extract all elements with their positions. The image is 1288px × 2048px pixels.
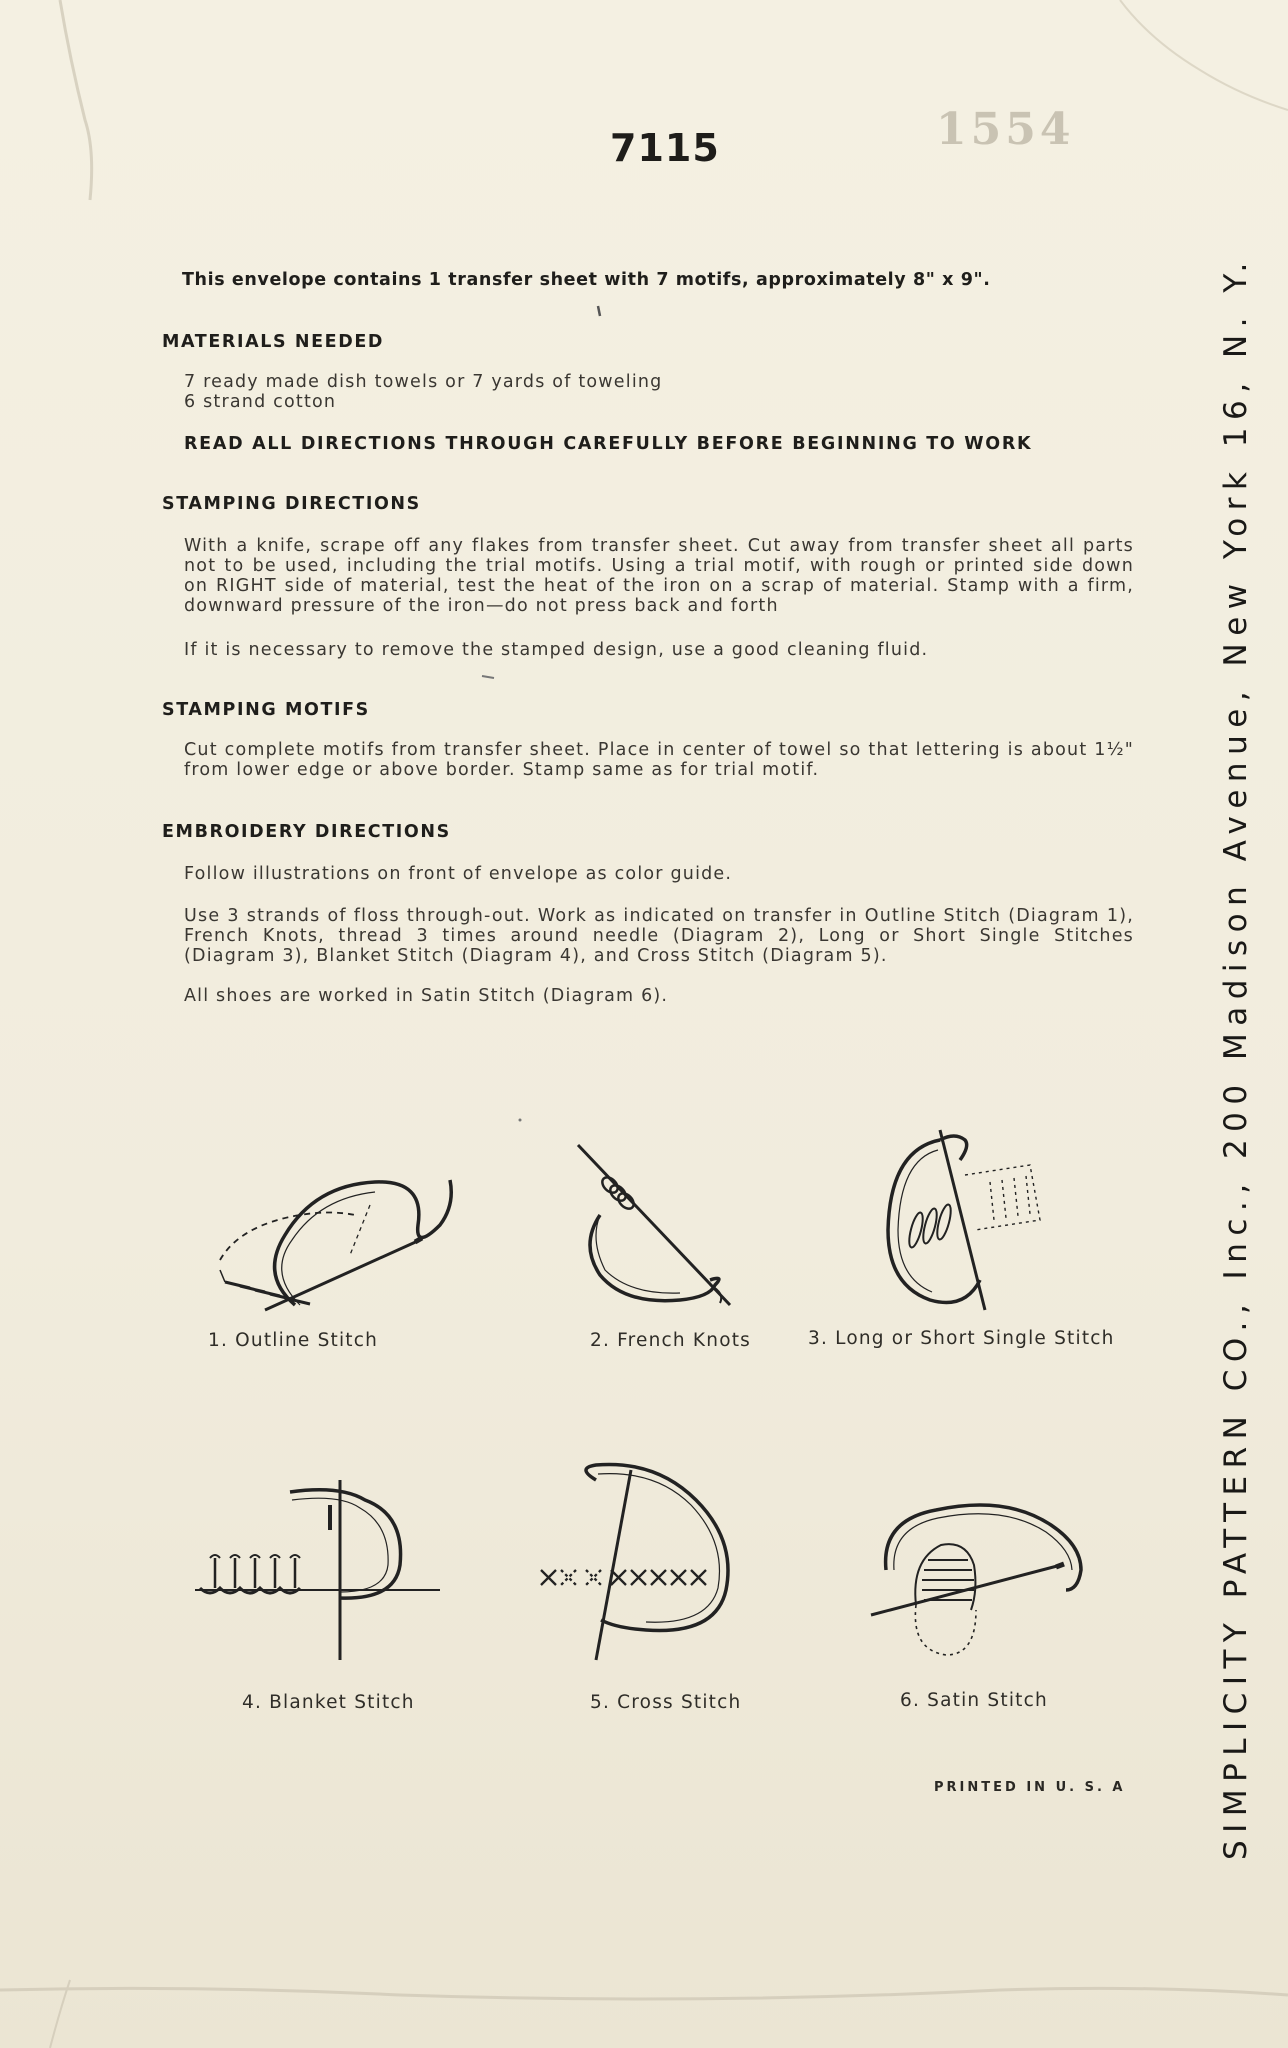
embroidery-directions-paragraph: Use 3 strands of floss through-out. Work as indicated on transfer in Outline Stitch (Diagram 1), French Knots, thread 3 times around needle (Diagram 2), Long or Short Single Stitches (Diagram 3), Blanket Stitch (Diagram 4), and Cross Stitch (Diagram 5).	[184, 906, 1134, 966]
diagram-caption	[590, 1330, 751, 1351]
read-all-directions-note: READ ALL DIRECTIONS THROUGH CAREFULLY BEFORE BEGINNING TO WORK	[184, 434, 1033, 454]
materials-list	[184, 372, 1134, 412]
diagram-caption	[208, 1330, 378, 1351]
diagram-label: Long or Short Single Stitch	[835, 1328, 1115, 1349]
embroidery-directions-heading: EMBROIDERY DIRECTIONS	[162, 822, 451, 842]
printed-in-usa-note: PRINTED IN U. S. A	[934, 1780, 1126, 1795]
diagram-caption	[590, 1692, 741, 1713]
diagram-number: 6.	[900, 1690, 921, 1711]
outline-stitch-icon	[210, 1170, 470, 1320]
diagram-number: 4.	[242, 1692, 263, 1713]
diagram-caption	[808, 1328, 1115, 1349]
diagram-caption	[242, 1692, 415, 1713]
diagram-number: 3.	[808, 1328, 829, 1349]
diagram-label: Cross Stitch	[617, 1692, 742, 1713]
faded-stamp-number: 1554	[936, 104, 1075, 155]
diagram-number: 2.	[590, 1330, 611, 1351]
diagram-number: 5.	[590, 1692, 611, 1713]
pattern-number: 7115	[610, 126, 720, 170]
diagram-label: Satin Stitch	[927, 1690, 1048, 1711]
stamping-motifs-paragraph: Cut complete motifs from transfer sheet. Place in center of towel so that lettering is about 1½" from lower edge or above border. Stamp same as for trial motif.	[184, 740, 1134, 780]
diagram-label: Blanket Stitch	[269, 1692, 415, 1713]
embroidery-directions-paragraph: Follow illustrations on front of envelope as color guide.	[184, 864, 733, 884]
french-knots-icon	[560, 1135, 750, 1315]
diagram-label: French Knots	[617, 1330, 752, 1351]
blanket-stitch-icon	[190, 1470, 450, 1670]
embroidery-directions-paragraph: All shoes are worked in Satin Stitch (Diagram 6).	[184, 986, 669, 1006]
stamping-directions-heading: STAMPING DIRECTIONS	[162, 494, 421, 514]
stamping-directions-paragraph: With a knife, scrape off any flakes from transfer sheet. Cut away from transfer sheet all parts not to be used, including the trial motifs. Using a trial motif, with rough or printed side down on RIGHT side of material, test the heat of the iron on a scrap of material. Stamp with a firm, downward pressure of the iron—do not press back and forth	[184, 536, 1134, 616]
cross-stitch-icon	[536, 1460, 766, 1670]
stamping-motifs-heading: STAMPING MOTIFS	[162, 700, 370, 720]
materials-item: 6 strand cotton	[184, 392, 337, 412]
satin-stitch-icon	[866, 1490, 1096, 1670]
stamping-directions-paragraph: If it is necessary to remove the stamped design, use a good cleaning fluid.	[184, 640, 929, 660]
envelope-contents-note: This envelope contains 1 transfer sheet with 7 motifs, approximately 8" x 9".	[182, 270, 991, 290]
diagram-label: Outline Stitch	[235, 1330, 379, 1351]
diagram-number: 1.	[208, 1330, 229, 1351]
materials-heading: MATERIALS NEEDED	[162, 332, 385, 352]
diagram-caption	[900, 1690, 1048, 1711]
publisher-address: SIMPLICITY PATTERN CO., Inc., 200 Madison Avenue, New York 16, N. Y.	[1218, 255, 1254, 1860]
single-stitch-icon	[870, 1120, 1060, 1320]
materials-item: 7 ready made dish towels or 7 yards of toweling	[184, 372, 663, 392]
